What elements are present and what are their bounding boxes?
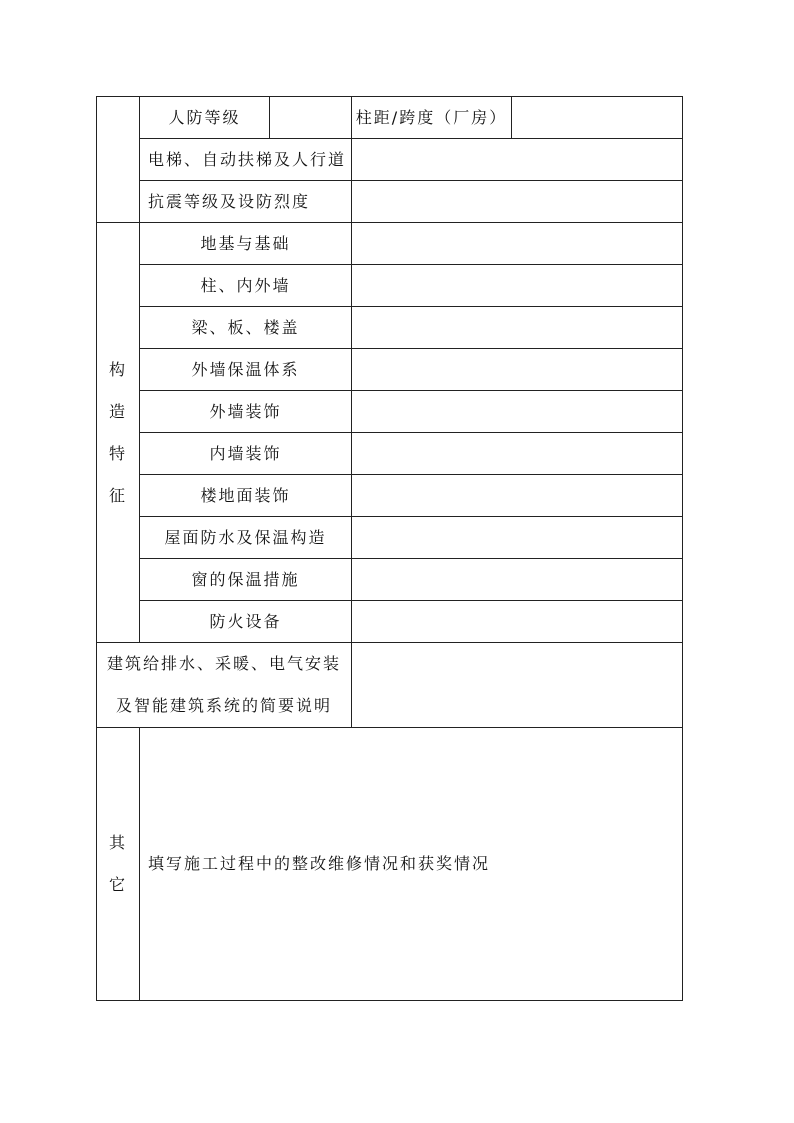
other-note[interactable]: 填写施工过程中的整改维修情况和获奖情况 bbox=[140, 728, 683, 1001]
seismic-label: 抗震等级及设防烈度 bbox=[140, 181, 352, 223]
row-construction-8 bbox=[97, 559, 683, 601]
row-elevator bbox=[97, 139, 683, 181]
construction-item-label: 屋面防水及保温构造 bbox=[140, 517, 352, 559]
top-group-side-cell bbox=[97, 97, 140, 223]
other-section-label bbox=[97, 728, 140, 1001]
systems-label-line1: 建筑给排水、采暖、电气安装 bbox=[106, 654, 341, 673]
construction-item-label: 外墙装饰 bbox=[140, 391, 352, 433]
seismic-value[interactable] bbox=[352, 181, 683, 223]
construction-item-value[interactable] bbox=[352, 601, 683, 643]
row-construction-0 bbox=[97, 223, 683, 265]
construction-item-value[interactable] bbox=[352, 391, 683, 433]
construction-item-label: 梁、板、楼盖 bbox=[140, 307, 352, 349]
construction-item-label: 窗的保温措施 bbox=[140, 559, 352, 601]
row-other bbox=[97, 728, 683, 1001]
construction-item-label: 地基与基础 bbox=[140, 223, 352, 265]
construction-item-label: 柱、内外墙 bbox=[140, 265, 352, 307]
construction-item-value[interactable] bbox=[352, 475, 683, 517]
row-construction-5 bbox=[97, 433, 683, 475]
construction-item-value[interactable] bbox=[352, 559, 683, 601]
row-construction-9 bbox=[97, 601, 683, 643]
elevator-label: 电梯、自动扶梯及人行道 bbox=[140, 139, 352, 181]
construction-char-1: 造 bbox=[108, 401, 127, 421]
systems-value[interactable] bbox=[352, 643, 683, 728]
construction-item-value[interactable] bbox=[352, 223, 683, 265]
systems-label bbox=[97, 643, 352, 728]
construction-char-0: 构 bbox=[108, 359, 127, 379]
row-construction-6 bbox=[97, 475, 683, 517]
row-construction-7 bbox=[97, 517, 683, 559]
construction-item-value[interactable] bbox=[352, 349, 683, 391]
construction-section-label bbox=[97, 223, 140, 643]
construction-item-value[interactable] bbox=[352, 433, 683, 475]
row-construction-4 bbox=[97, 391, 683, 433]
column-span-value[interactable] bbox=[512, 97, 683, 139]
construction-item-label: 楼地面装饰 bbox=[140, 475, 352, 517]
row-systems bbox=[97, 643, 683, 728]
construction-char-3: 征 bbox=[108, 485, 127, 505]
construction-char-2: 特 bbox=[108, 443, 127, 463]
construction-item-value[interactable] bbox=[352, 307, 683, 349]
other-char-1: 它 bbox=[108, 875, 127, 894]
construction-item-label: 防火设备 bbox=[140, 601, 352, 643]
building-info-table bbox=[96, 96, 683, 1001]
construction-item-value[interactable] bbox=[352, 517, 683, 559]
civil-defense-value[interactable] bbox=[270, 97, 352, 139]
row-construction-1 bbox=[97, 265, 683, 307]
column-span-label: 柱距/跨度（厂房） bbox=[352, 97, 512, 139]
row-seismic bbox=[97, 181, 683, 223]
elevator-value[interactable] bbox=[352, 139, 683, 181]
other-char-0: 其 bbox=[108, 833, 127, 852]
civil-defense-label: 人防等级 bbox=[140, 97, 270, 139]
row-construction-3 bbox=[97, 349, 683, 391]
row-civil-defense bbox=[97, 97, 683, 139]
systems-label-line2: 及智能建筑系统的简要说明 bbox=[115, 696, 332, 715]
construction-item-label: 内墙装饰 bbox=[140, 433, 352, 475]
row-construction-2 bbox=[97, 307, 683, 349]
construction-item-value[interactable] bbox=[352, 265, 683, 307]
construction-item-label: 外墙保温体系 bbox=[140, 349, 352, 391]
